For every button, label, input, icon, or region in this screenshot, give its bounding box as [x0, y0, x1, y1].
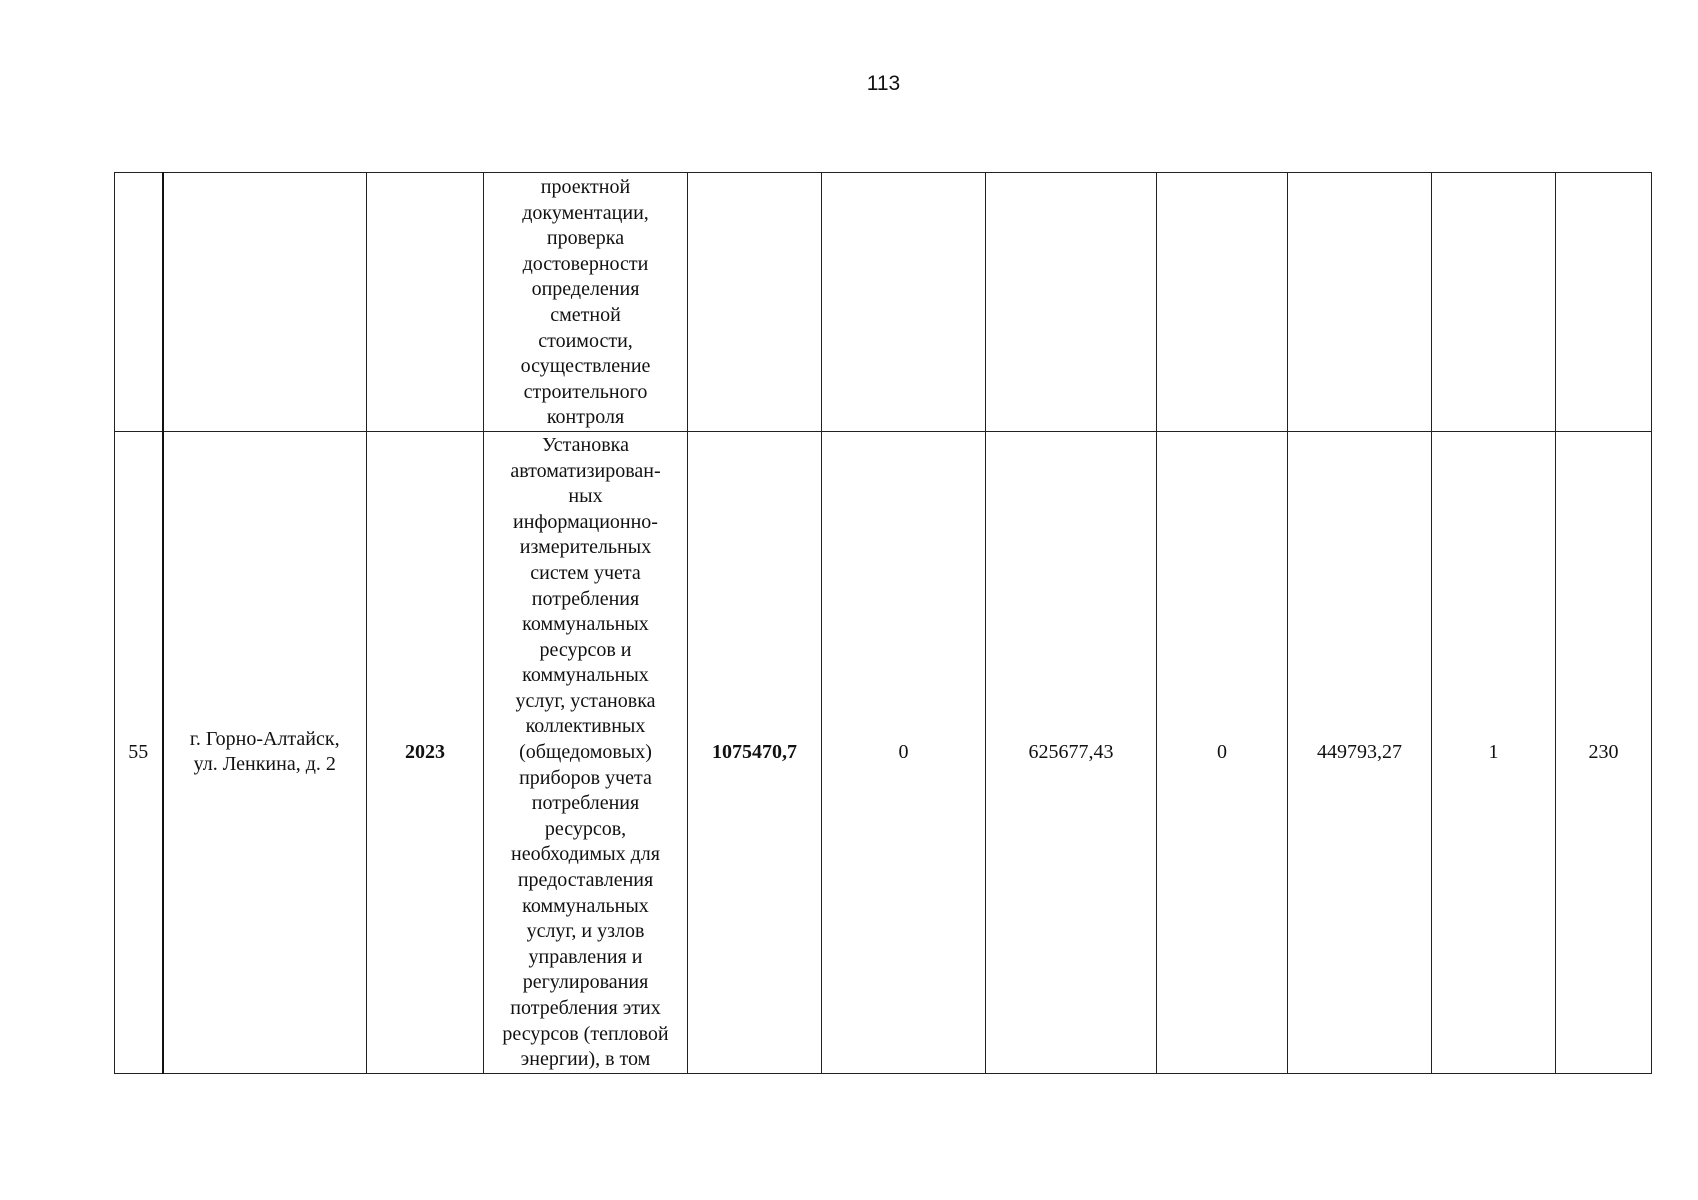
description-line: приборов учета: [519, 766, 652, 789]
description-line: ресурсов (тепловой: [502, 1022, 669, 1045]
description-line: (общедомовых): [519, 741, 652, 764]
description-line: определения: [531, 278, 640, 301]
page-number: 113: [866, 72, 901, 95]
description-line: измерительных: [519, 536, 652, 559]
description-line: сметной: [550, 303, 621, 326]
description-line: коммунальных: [522, 613, 649, 636]
value-cell: [986, 173, 1157, 432]
description-line: ных: [568, 485, 603, 508]
value-cell: [1556, 173, 1652, 432]
description-line: потребления этих: [510, 997, 661, 1019]
row-number-cell: [115, 173, 163, 432]
value-cell: 0: [822, 431, 986, 1073]
address-cell: [163, 431, 367, 1073]
description-line: потребления: [531, 792, 640, 815]
description-line: достоверности: [522, 252, 649, 275]
work-description-cell: [484, 173, 688, 432]
description-line: автоматизирован-: [510, 459, 661, 482]
address-cell: [163, 173, 367, 432]
description-line: ресурсов и: [539, 638, 632, 661]
description-line: энергии), в том: [520, 1048, 651, 1071]
total-cost-cell: 1075470,7: [688, 431, 822, 1073]
description-line: услуг, и узлов: [526, 920, 645, 943]
value-cell: [1288, 173, 1432, 432]
description-line: Установка: [542, 433, 629, 456]
year-cell: [367, 173, 484, 432]
value-cell: 625677,43: [986, 431, 1157, 1073]
description-line: стоимости,: [538, 329, 633, 352]
table-row: [115, 173, 1652, 432]
value-cell: 1: [1432, 431, 1556, 1073]
value-cell: 0: [1157, 431, 1288, 1073]
table-row: [115, 431, 1652, 1073]
description-line: управления и: [528, 945, 643, 968]
total-cost-cell: [688, 173, 822, 432]
description-line: коммунальных: [522, 664, 649, 687]
description-line: ресурсов,: [544, 817, 627, 840]
description-line: потребления: [531, 587, 640, 610]
description-line: предоставления: [517, 869, 654, 892]
row-number-cell: 55: [115, 431, 163, 1073]
value-cell: [822, 173, 986, 432]
value-cell: [1157, 173, 1288, 432]
description-line: коммунальных: [522, 894, 649, 917]
description-line: контроля: [546, 406, 625, 429]
description-line: строительного: [523, 380, 648, 403]
description-line: услуг, установка: [515, 689, 656, 712]
work-description-cell: [484, 431, 688, 1073]
description-line: проектной: [540, 176, 631, 198]
description-line: документации,: [522, 201, 649, 224]
works-table: [114, 172, 1652, 1074]
description-line: коллективных: [525, 715, 646, 738]
address-line: ул. Ленкина, д. 2: [193, 753, 336, 776]
description-line: необходимых для: [511, 843, 660, 866]
description-line: проверка: [546, 227, 625, 250]
description-line: осуществление: [520, 355, 651, 378]
value-cell: 230: [1556, 431, 1652, 1073]
description-line: информационно-: [513, 510, 658, 533]
value-cell: [1432, 173, 1556, 432]
year-cell: 2023: [367, 431, 484, 1073]
address-line: г. Горно-Алтайск,: [189, 727, 340, 750]
description-line: регулирования: [522, 971, 649, 994]
value-cell: 449793,27: [1288, 431, 1432, 1073]
description-line: систем учета: [530, 561, 641, 584]
